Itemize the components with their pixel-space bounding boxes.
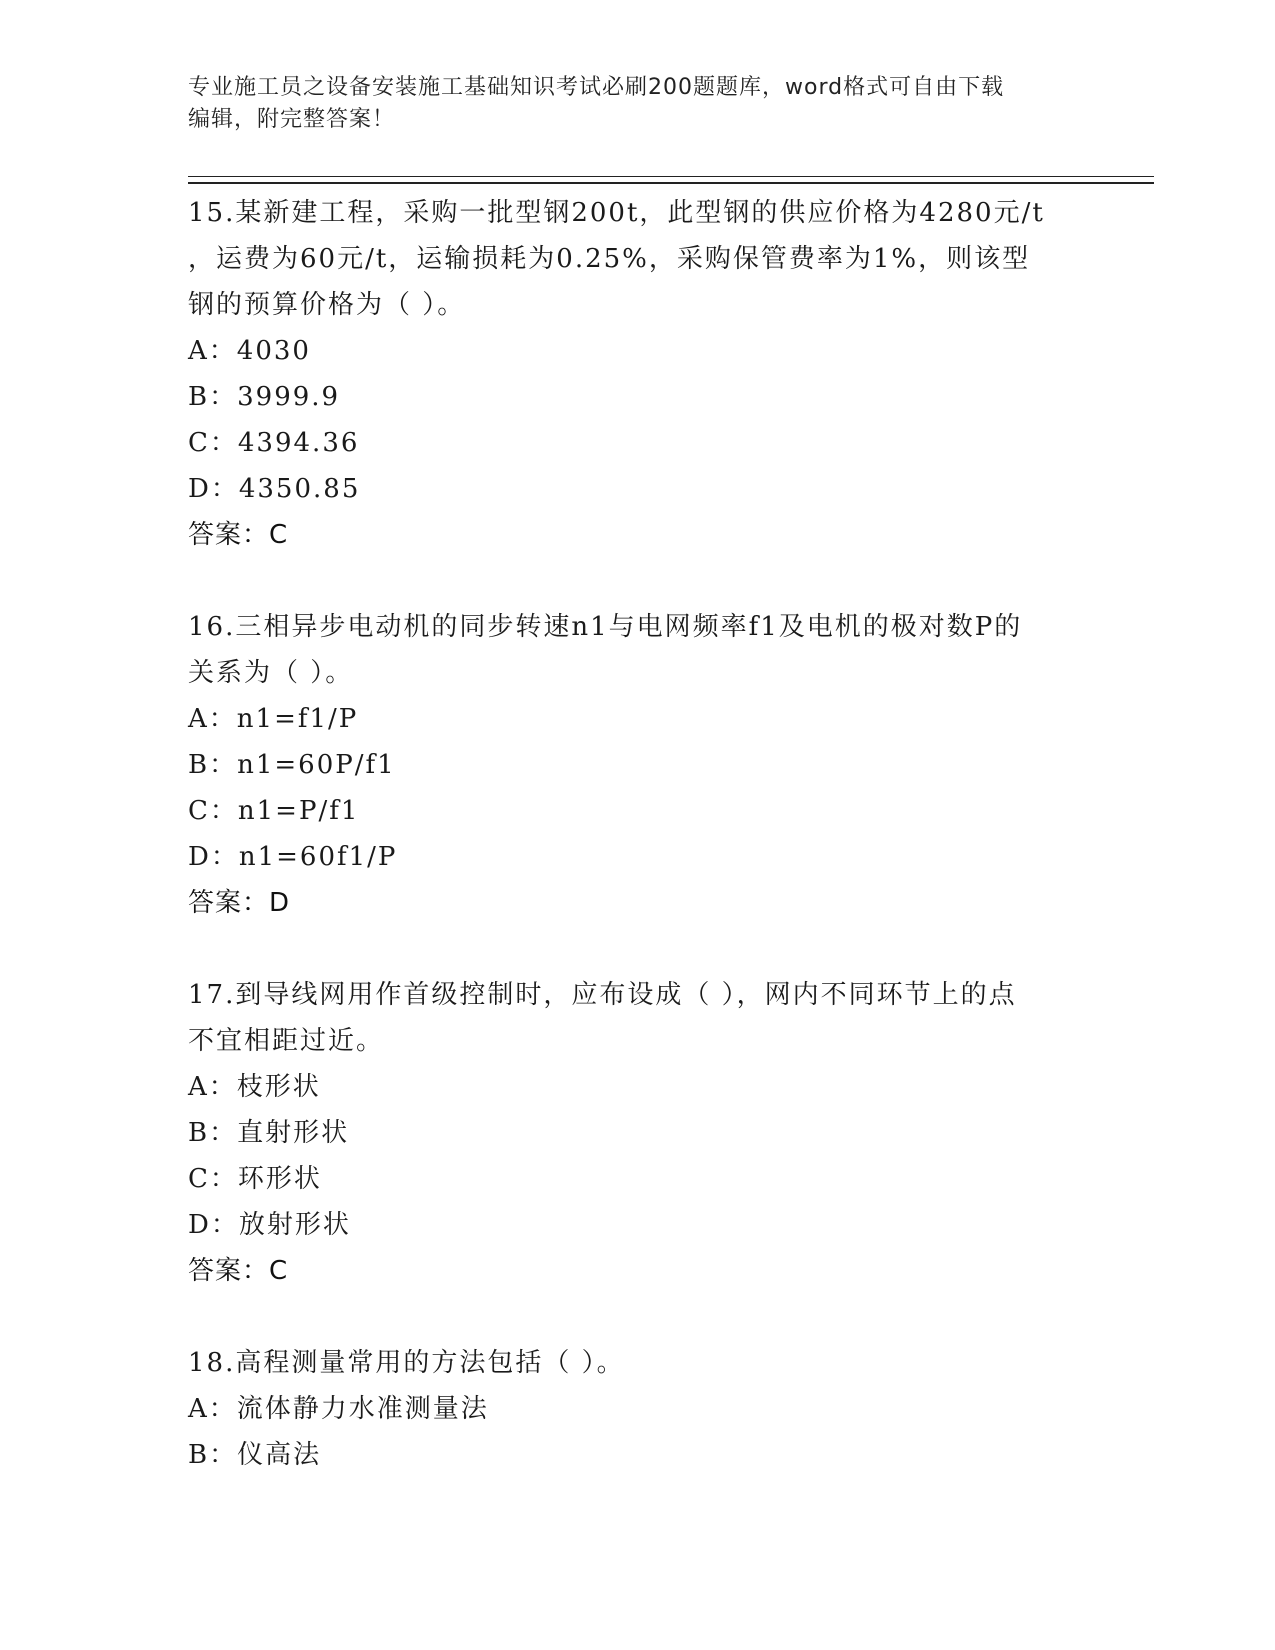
- header-line-1: 专业施工员之设备安装施工基础知识考试必刷200题题库，word格式可自由下载: [188, 75, 1005, 100]
- option-b: B：n1=60P/f1: [188, 750, 396, 780]
- question-stem-line: 17.到导线网用作首级控制时，应布设成（ ），网内不同环节上的点: [188, 980, 1017, 1010]
- option-c: C：环形状: [188, 1164, 322, 1194]
- answer-label: 答案：D: [188, 888, 291, 918]
- option-c: C：4394.36: [188, 428, 360, 458]
- question-18: [188, 1340, 1088, 1478]
- option-b: B：直射形状: [188, 1118, 350, 1148]
- question-list: [188, 190, 1088, 1524]
- option-d: D：4350.85: [188, 474, 361, 504]
- question-stem-line: 关系为（ ）。: [188, 658, 354, 688]
- option-a: A：n1=f1/P: [188, 704, 359, 734]
- option-d: D：n1=60f1/P: [188, 842, 398, 872]
- question-stem-line: 15.某新建工程，采购一批型钢200t，此型钢的供应价格为4280元/t: [188, 198, 1045, 228]
- question-17: [188, 972, 1088, 1294]
- answer-label: 答案：C: [188, 1256, 289, 1286]
- option-b: B：3999.9: [188, 382, 341, 412]
- option-b: B：仪高法: [188, 1440, 322, 1470]
- option-c: C：n1=P/f1: [188, 796, 360, 826]
- question-stem-line: 不宜相距过近。: [188, 1026, 385, 1056]
- option-a: A：枝形状: [188, 1072, 321, 1102]
- document-header: [188, 72, 1088, 136]
- option-a: A：流体静力水准测量法: [188, 1394, 489, 1424]
- question-15: [188, 190, 1088, 558]
- question-stem-line: 18.高程测量常用的方法包括（ ）。: [188, 1348, 625, 1378]
- header-line-2: 编辑，附完整答案！: [188, 107, 396, 132]
- header-divider-thick: [188, 182, 1154, 184]
- question-16: [188, 604, 1088, 926]
- question-stem-line: 16.三相异步电动机的同步转速n1与电网频率f1及电机的极对数P的: [188, 612, 1023, 642]
- option-d: D：放射形状: [188, 1210, 351, 1240]
- question-stem-line: 钢的预算价格为（ ）。: [188, 290, 466, 320]
- option-a: A：4030: [188, 336, 311, 366]
- header-divider-thin: [188, 176, 1154, 177]
- answer-label: 答案：C: [188, 520, 289, 550]
- question-stem-line: ，运费为60元/t，运输损耗为0.25%，采购保管费率为1%，则该型: [188, 244, 1031, 274]
